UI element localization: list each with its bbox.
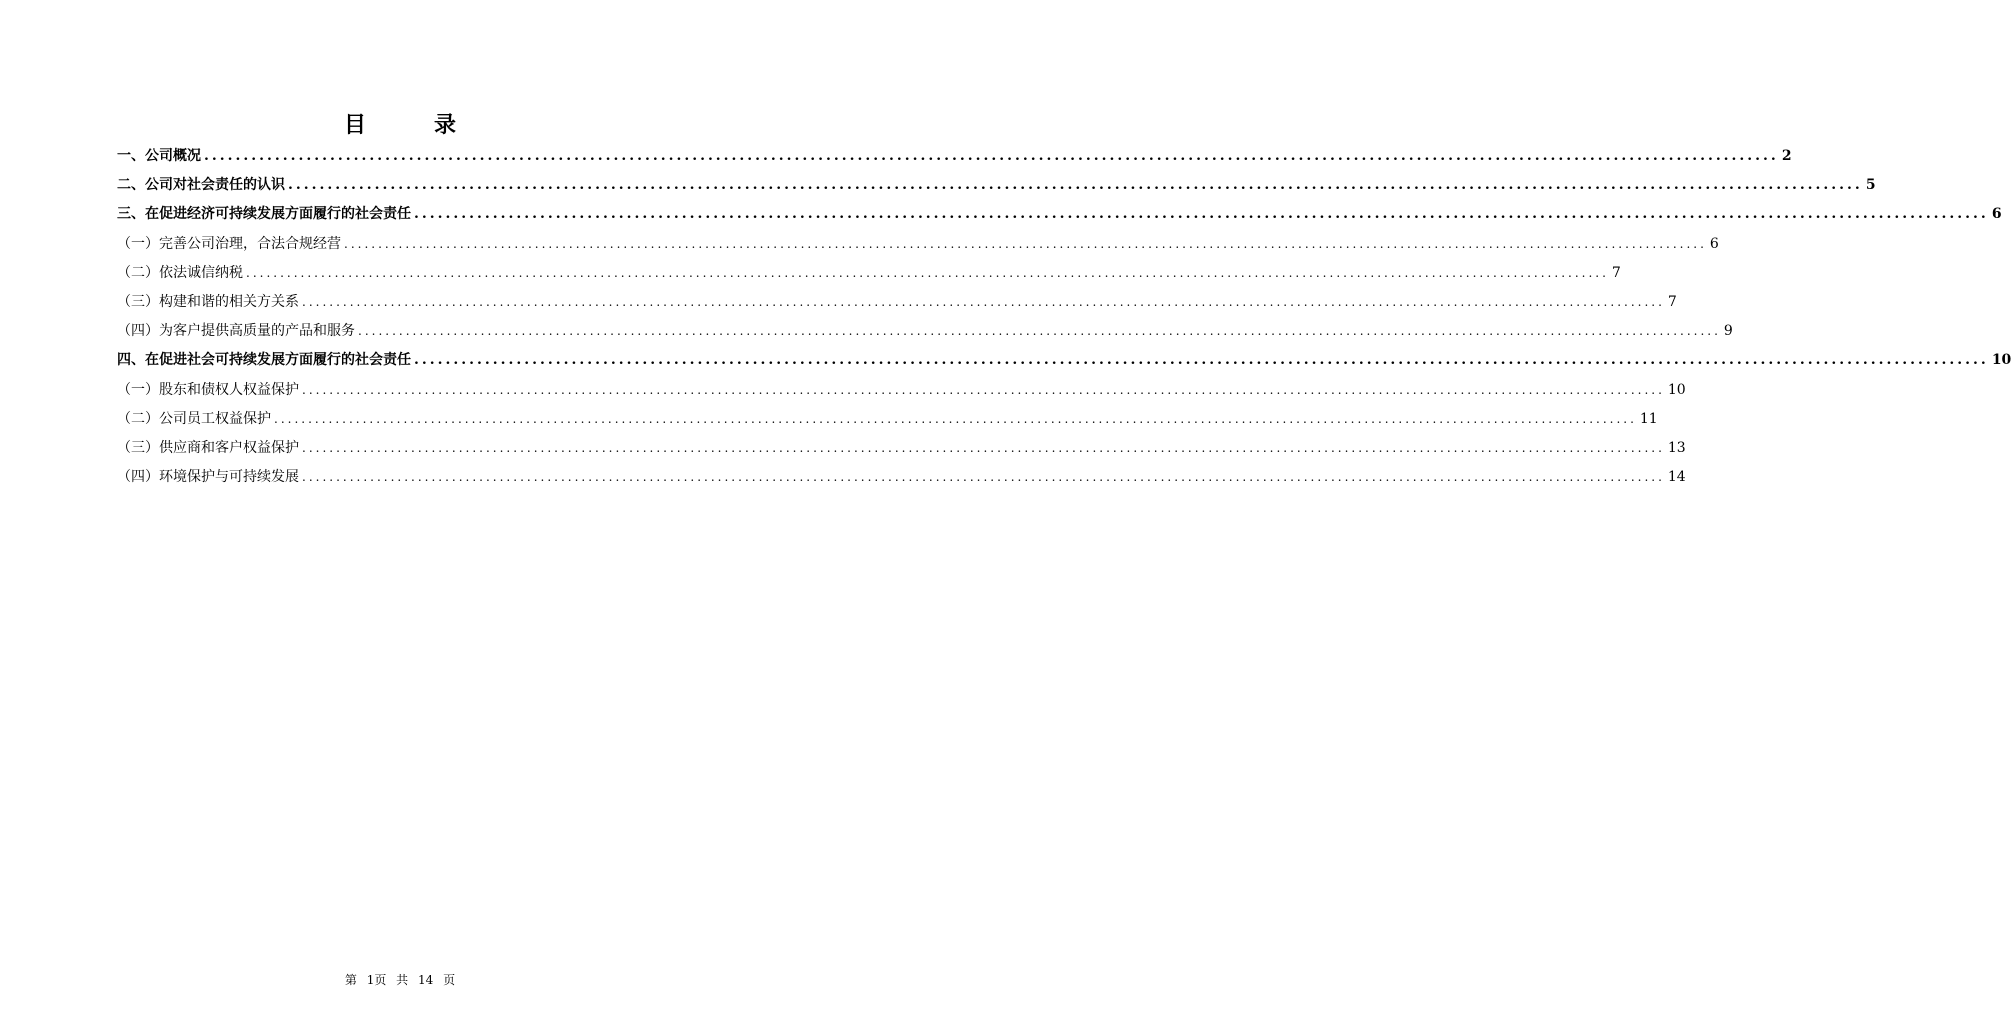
toc-leader-dots: ........................................................................................................................................................................................................ [414,206,1989,223]
page-title: 目录 [343,112,524,138]
toc-entry[interactable] [117,437,1686,466]
toc-entry-page: 10 [1991,352,2011,369]
toc-leader-dots: ........................................................................................................................................................................................................ [302,382,1665,397]
toc-entry[interactable] [117,349,2011,378]
toc-entry-label: （三）构建和谐的相关方关系 [117,293,299,310]
table-of-contents [117,145,2011,495]
toc-leader-dots: ........................................................................................................................................................................................................ [358,324,1721,339]
toc-entry-label: （四）环境保护与可持续发展 [117,469,299,486]
toc-entry-label: 一、公司概况 [117,148,201,164]
toc-entry[interactable] [117,320,1733,349]
toc-entry-page: 7 [1611,264,1621,281]
toc-entry-label: 四、在促进社会可持续发展方面履行的社会责任 [117,352,411,369]
toc-entry[interactable] [117,379,1686,408]
toc-entry-page: 2 [1781,148,1792,164]
toc-entry[interactable] [117,466,1686,495]
toc-entry[interactable] [117,291,1677,320]
toc-entry-page: 6 [1991,206,2002,223]
toc-entry-label: （四）为客户提供高质量的产品和服务 [117,323,355,340]
toc-entry-page: 14 [1667,469,1686,486]
toc-entry-page: 10 [1667,381,1686,398]
toc-entry-page: 9 [1723,323,1733,340]
toc-entry-page: 5 [1865,177,1876,194]
toc-entry[interactable] [117,233,1719,262]
toc-leader-dots: ........................................................................................................................................................................................................ [288,177,1863,194]
toc-leader-dots: ........................................................................................................................................................................................................ [414,352,1989,369]
toc-leader-dots: ........................................................................................................................................................................................................ [246,265,1609,280]
toc-entry[interactable] [117,145,1792,174]
toc-leader-dots: ........................................................................................................................................................................................................ [302,470,1665,485]
page-footer: 第 1页 共 14 页 [344,973,456,987]
toc-entry-label: 二、公司对社会责任的认识 [117,177,285,194]
toc-entry-label: （二）依法诚信纳税 [117,264,243,281]
toc-leader-dots: ........................................................................................................................................................................................................ [274,411,1637,426]
toc-leader-dots: ........................................................................................................................................................................................................ [302,294,1665,309]
toc-entry-page: 7 [1667,293,1677,310]
toc-entry[interactable] [117,174,1876,203]
toc-entry[interactable] [117,203,2002,232]
toc-entry-page: 13 [1667,439,1686,456]
toc-entry-label: 三、在促进经济可持续发展方面履行的社会责任 [117,206,411,223]
toc-entry-label: （三）供应商和客户权益保护 [117,439,299,456]
toc-entry[interactable] [117,262,1621,291]
toc-entry-page: 11 [1639,410,1658,427]
toc-leader-dots: ........................................................................................................................................................................................................ [204,148,1779,164]
toc-entry-label: （一）完善公司治理，合法合规经营 [117,235,341,252]
toc-entry-label: （二）公司员工权益保护 [117,410,271,427]
toc-entry[interactable] [117,408,1658,437]
toc-entry-label: （一）股东和债权人权益保护 [117,381,299,398]
toc-leader-dots: ........................................................................................................................................................................................................ [302,440,1665,455]
toc-entry-page: 6 [1709,235,1719,252]
toc-leader-dots: ........................................................................................................................................................................................................ [344,236,1707,251]
